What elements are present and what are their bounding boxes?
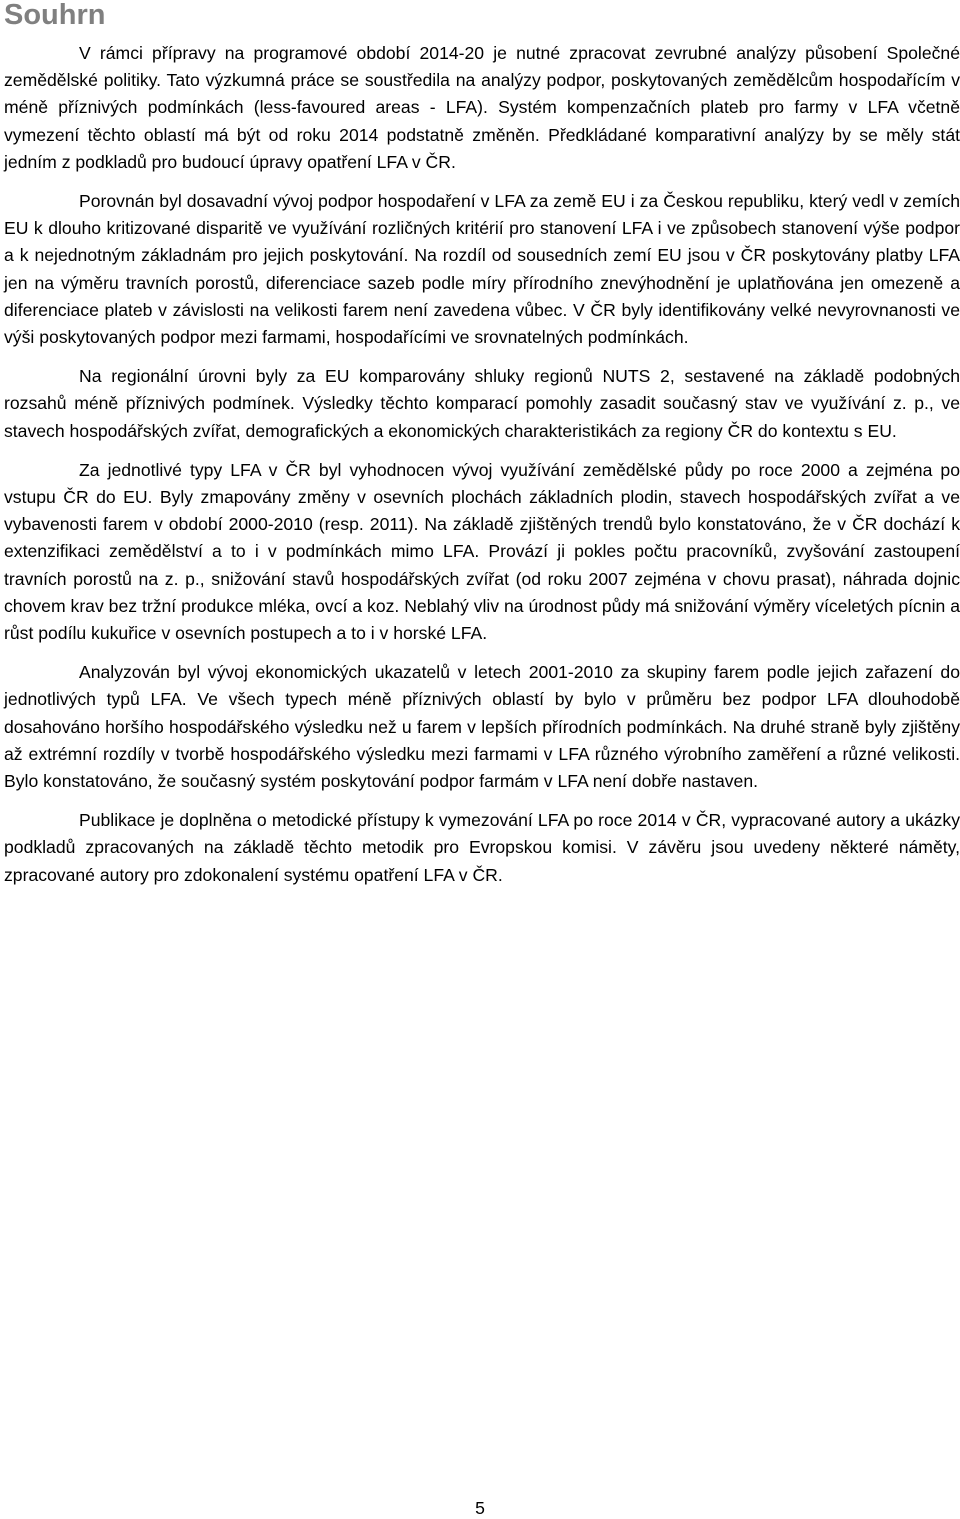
paragraph-comparison: Porovnán byl dosavadní vývoj podpor hospodaření v LFA za země EU i za Českou republiku, který vedl v zemích EU k dlouho kritizované disparitě ve využívání rozličných kritérií pro stanovení LFA i ve způsobech stanovení výše podpor a k nejednotným základnám pro jejich poskytování. Na rozdíl od sousedních zemí EU jsou v ČR poskytovány platby LFA jen na výměru travních porostů, diferenciace sazeb podle míry přírodního znevýhodnění je uplatňována jen omezeně a diferenciace plateb v závislosti na velikosti farem není zavedena vůbec. V ČR byly identifikovány velké nevyrovnanosti ve výši poskytovaných podpor mezi farmami, hospodařícími ve srovnatelných podmínkách.: [4, 191, 960, 348]
paragraph-economic: Analyzován byl vývoj ekonomických ukazatelů v letech 2001-2010 za skupiny farem podle jejich zařazení do jednotlivých typů LFA. Ve všech typech méně příznivých oblastí by bylo v průměru bez podpor LFA dlouhodobě dosahováno horšího hospodářského výsledku než u farem v lepších přírodních podmínkách. Na druhé straně byly zjištěny až extrémní rozdíly v tvorbě hospodářského výsledku mezi farmami v LFA různého výrobního zaměření a různé velikosti. Bylo konstatováno, že současný systém poskytování podpor farmám v LFA není dobře nastaven.: [4, 662, 960, 792]
paragraph-land-use: Za jednotlivé typy LFA v ČR byl vyhodnocen vývoj využívání zemědělské půdy po roce 2000 a zejména po vstupu ČR do EU. Byly zmapovány změny v osevních plochách základních plodin, stavech hospodářských zvířat a ve vybavenosti farem v období 2000-2010 (resp. 2011). Na základě zjištěných trendů bylo konstatováno, že v ČR dochází k extenzifikaci zemědělství a to i v podmínkách mimo LFA. Provází ji pokles počtu pracovníků, zvyšování zastoupení travních porostů na z. p., snižování stavů hospodářských zvířat (od roku 2007 zejména v chovu prasat), náhrada dojnic chovem krav bez tržní produkce mléka, ovcí a koz. Neblahý vliv na úrodnost půdy má snižování výměry víceletých pícnin a růst podílu kukuřice v osevních postupech a to i v horské LFA.: [4, 459, 960, 644]
paragraph-regional: Na regionální úrovni byly za EU komparovány shluky regionů NUTS 2, sestavené na základě podobných rozsahů méně příznivých podmínek. Výsledky těchto komparací pomohly zasadit současný stav ve využívání z. p., ve stavech hospodářských zvířat, demografických a ekonomických charakteristikách za regiony ČR do kontextu s EU.: [4, 366, 960, 441]
document-body: [4, 40, 960, 901]
section-heading: Souhrn: [4, 0, 106, 31]
paragraph-intro: V rámci přípravy na programové období 2014-20 je nutné zpracovat zevrubné analýzy působení Společné zemědělské politiky. Tato výzkumná práce se soustředila na analýzy podpor, poskytovaných zemědělcům hospodařícím v méně příznivých podmínkách (less-favoured areas - LFA). Systém kompenzačních plateb pro farmy v LFA včetně vymezení těchto oblastí má být od roku 2014 podstatně změněn. Předkládané komparativní analýzy by se měly stát jedním z podkladů pro budoucí úpravy opatření LFA v ČR.: [4, 43, 960, 172]
paragraph-methodology: Publikace je doplněna o metodické přístupy k vymezování LFA po roce 2014 v ČR, vypracované autory a ukázky podkladů zpracovaných na základě těchto metodik pro Evropskou komisi. V závěru jsou uvedeny některé náměty, zpracované autory pro zdokonalení systému opatření LFA v ČR.: [4, 810, 960, 885]
page-number: 5: [475, 1498, 485, 1518]
